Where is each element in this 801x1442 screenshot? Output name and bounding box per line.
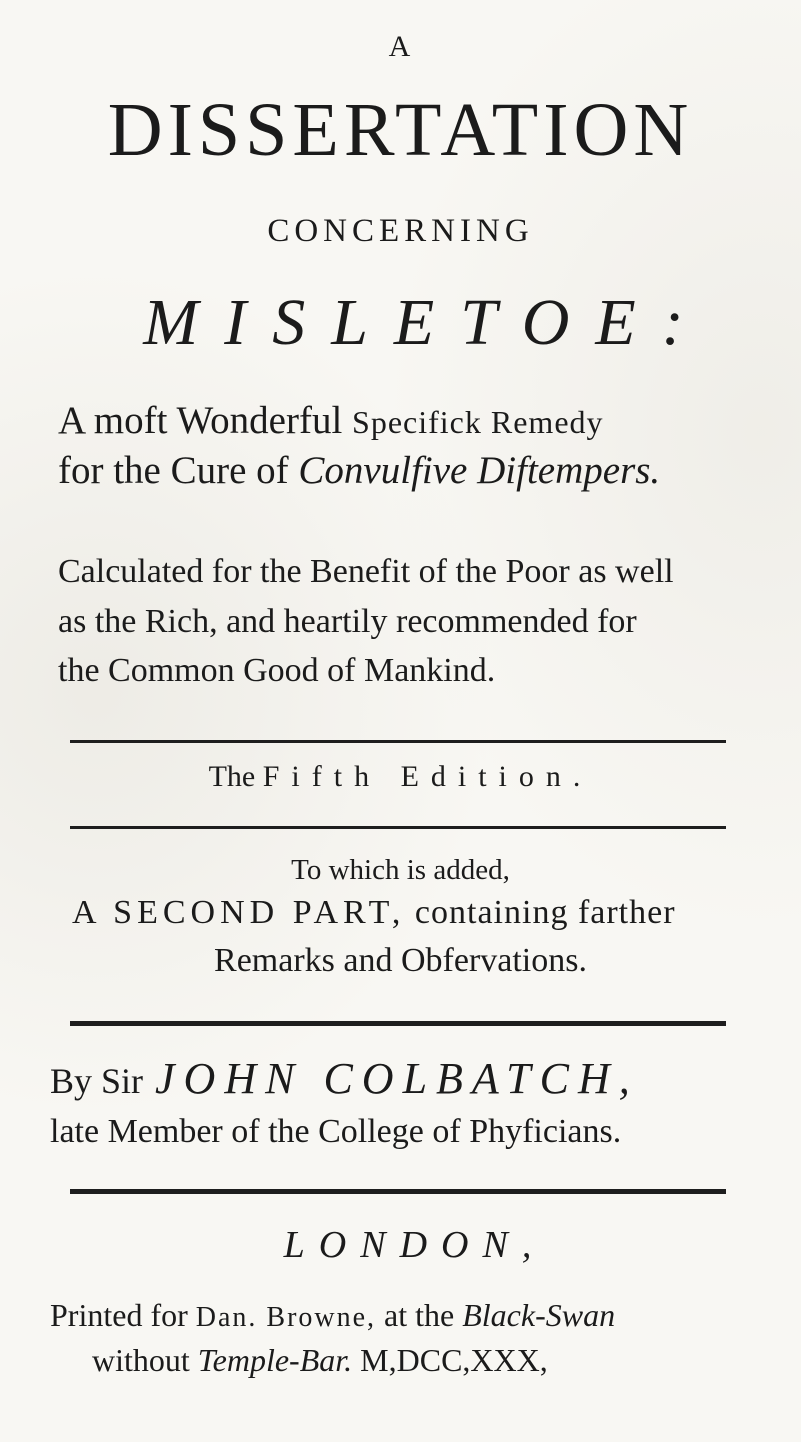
- second-part-line-1: [72, 894, 676, 932]
- title-article: A: [388, 30, 413, 63]
- divider-rule: [70, 826, 726, 829]
- second-part-rest: containing farther: [405, 894, 676, 931]
- subtitle-line-2-prefix: for the Cure of: [58, 449, 299, 492]
- subtitle-line-1: [58, 398, 604, 443]
- printer-sign: Black-Swan: [462, 1297, 616, 1333]
- divider-rule: [70, 740, 726, 743]
- printer-location-prefix: without: [92, 1342, 198, 1378]
- purpose-line-1: Calculated for the Benefit of the Poor as well: [58, 553, 674, 590]
- added-intro: To which is added,: [291, 854, 510, 886]
- imprint-year: M,DCC,XXX,: [352, 1342, 548, 1378]
- concerning-heading: CONCERNING: [267, 213, 534, 249]
- printer-location: Temple-Bar.: [197, 1342, 353, 1378]
- printer-mid: at the: [376, 1297, 463, 1333]
- subtitle-line-1-smallcaps: Specifick Remedy: [352, 404, 604, 440]
- subtitle-line-1-prefix: A moft Wonderful: [58, 399, 353, 442]
- author-line: [50, 1053, 639, 1104]
- subtitle-line-2-italic: Convulfive Diftempers.: [298, 449, 661, 492]
- printer-name: Dan. Browne,: [195, 1302, 377, 1333]
- author-description: late Member of the College of Phyficians.: [50, 1113, 622, 1150]
- imprint-place: LONDON,: [283, 1224, 546, 1266]
- divider-rule: [70, 1021, 726, 1026]
- imprint-line-1: [50, 1297, 615, 1334]
- author-prefix: By Sir: [50, 1061, 144, 1101]
- subject-title: MISLETOE:: [143, 286, 710, 359]
- edition-number: Fifth Edition.: [262, 760, 593, 793]
- edition-prefix: The: [208, 760, 263, 793]
- main-title: DISSERTATION: [107, 88, 694, 172]
- divider-rule: [70, 1189, 726, 1194]
- edition-line: [0, 760, 801, 794]
- purpose-line-3: the Common Good of Mankind.: [58, 652, 496, 689]
- author-name: JOHN COLBATCH,: [155, 1054, 639, 1103]
- subtitle-line-2: [58, 448, 660, 493]
- purpose-line-2: as the Rich, and heartily recommended for: [58, 603, 637, 640]
- second-part-title: A SECOND PART,: [72, 894, 406, 931]
- printer-prefix: Printed for: [50, 1297, 196, 1333]
- imprint-line-2: [92, 1342, 548, 1379]
- second-part-line-2: Remarks and Obfervations.: [214, 942, 587, 979]
